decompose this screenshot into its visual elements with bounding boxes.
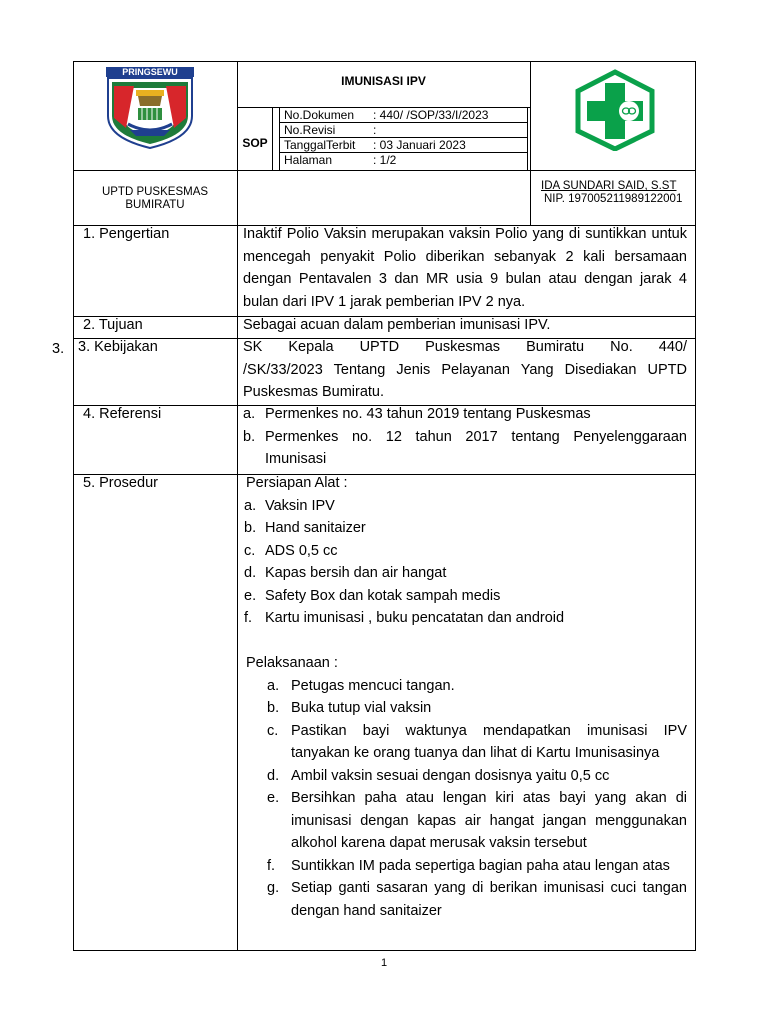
list-item-text: Permenkes no. 12 tahun 2017 tentang Penyelenggaraan Imunisasi bbox=[265, 428, 687, 467]
revision-value: : bbox=[373, 123, 377, 137]
signer-nip: NIP. 197005211989122001 bbox=[544, 193, 683, 205]
stray-list-marker: 3. bbox=[52, 341, 65, 357]
list-marker: d. bbox=[244, 565, 257, 581]
pringsewu-crest-icon bbox=[104, 66, 196, 150]
list-item-text: Bersihkan paha atau lengan kiri atas bayi yang akan di imunisasi dengan kapas air hangat jangan menggunakan alkohol karena dapat merusak vaksin tersebut bbox=[291, 790, 687, 851]
section-text-tujuan: Sebagai acuan dalam pemberian imunisasi IPV. bbox=[243, 317, 551, 333]
list-item bbox=[244, 585, 687, 608]
list-item-text: Suntikkan IM pada sepertiga bagian paha atau lengan atas bbox=[291, 857, 670, 874]
issue-date-value: : 03 Januari 2023 bbox=[373, 138, 466, 152]
section-text-kebijakan bbox=[243, 336, 687, 404]
list-item bbox=[243, 403, 687, 426]
pringsewu-logo bbox=[104, 66, 196, 150]
section-label-pengertian: 1. Pengertian bbox=[83, 226, 170, 242]
header-mid-line bbox=[73, 170, 696, 171]
org-name bbox=[73, 186, 237, 212]
kebijakan-line-3: Puskesmas Bumiratu. bbox=[243, 384, 385, 400]
page-value: : 1/2 bbox=[373, 153, 397, 167]
list-item-text: Vaksin IPV bbox=[265, 497, 335, 514]
document-title: IMUNISASI IPV bbox=[341, 74, 426, 88]
header-divider-right bbox=[530, 61, 531, 225]
list-marker: a. bbox=[244, 497, 257, 514]
list-item bbox=[267, 697, 687, 720]
issue-date-label: TanggalTerbit bbox=[284, 138, 356, 152]
org-name-line2: BUMIRATU bbox=[125, 199, 185, 211]
list-marker: e. bbox=[267, 790, 280, 806]
list-item-text: Petugas mencuci tangan. bbox=[291, 677, 455, 694]
section-label-referensi: 4. Referensi bbox=[83, 406, 162, 422]
body-column-divider bbox=[237, 225, 238, 950]
list-item bbox=[244, 495, 687, 518]
kebijakan-line-1: SK Kepala UPTD Puskesmas Bumiratu No. 440/ bbox=[243, 339, 687, 355]
list-marker: g. bbox=[267, 880, 280, 896]
list-item bbox=[267, 720, 687, 765]
page-label: Halaman bbox=[284, 153, 333, 167]
list-item-text: ADS 0,5 cc bbox=[265, 542, 338, 559]
list-item-text: Buka tutup vial vaksin bbox=[291, 700, 432, 716]
persiapan-title: Persiapan Alat : bbox=[246, 475, 348, 491]
list-marker: f. bbox=[244, 610, 253, 626]
list-item-text: Kapas bersih dan air hangat bbox=[265, 565, 447, 581]
revision-label: No.Revisi bbox=[284, 123, 336, 137]
referensi-list bbox=[243, 403, 687, 471]
org-name-line1: UPTD PUSKESMAS bbox=[101, 186, 209, 198]
list-marker: b. bbox=[243, 428, 256, 445]
section-label-kebijakan: 3. Kebijakan bbox=[78, 339, 158, 355]
list-item bbox=[267, 675, 687, 698]
list-marker: b. bbox=[267, 700, 280, 716]
list-item-text: Kartu imunisasi , buku pencatatan dan android bbox=[265, 610, 565, 626]
puskesmas-cross-icon bbox=[574, 69, 656, 151]
list-item bbox=[267, 877, 687, 922]
pelaksanaan-title: Pelaksanaan : bbox=[246, 655, 338, 671]
puskesmas-logo bbox=[574, 69, 656, 151]
sop-divider bbox=[272, 107, 273, 170]
list-item bbox=[244, 517, 687, 540]
list-item bbox=[244, 562, 687, 585]
doc-inner-border-right bbox=[527, 107, 528, 170]
page-number: 1 bbox=[380, 957, 388, 969]
sop-label: SOP bbox=[242, 136, 268, 150]
list-item bbox=[244, 607, 687, 630]
doc-number-value: : 440/ /SOP/33/I/2023 bbox=[373, 108, 489, 122]
prosedur-content bbox=[243, 472, 687, 922]
list-marker: b. bbox=[244, 520, 257, 536]
table-border-right bbox=[695, 61, 696, 950]
doc-inner-border-left bbox=[279, 107, 280, 170]
section-text-pengertian: Inaktif Polio Vaksin merupakan vaksin Polio yang di suntikkan untuk mencegah penyakit Polio diberikan sebanyak 2 kali bersamaan dengan Pentavalen 3 dan MR usia 9 bulan atau dengan jarak 4 bulan dari IPV 1 jarak pemberian IPV 2 nya. bbox=[243, 226, 687, 310]
signer-name: IDA SUNDARI SAID, S.ST bbox=[541, 180, 677, 192]
logo-text: PRINGSEWU bbox=[122, 67, 178, 77]
list-item-text: Setiap ganti sasaran yang di berikan imunisasi cuci tangan dengan hand sanitaizer bbox=[291, 880, 687, 919]
list-marker: c. bbox=[267, 722, 279, 739]
list-marker: a. bbox=[267, 677, 280, 694]
list-item bbox=[243, 426, 687, 471]
list-item bbox=[267, 787, 687, 855]
list-marker: f. bbox=[267, 857, 276, 874]
list-marker: d. bbox=[267, 767, 280, 784]
pelaksanaan-list bbox=[243, 675, 687, 923]
list-item-text: Permenkes no. 43 tahun 2019 tentang Puskesmas bbox=[265, 406, 591, 422]
list-item-text: Ambil vaksin sesuai dengan dosisnya yaitu 0,5 cc bbox=[291, 767, 610, 784]
list-item-text: Safety Box dan kotak sampah medis bbox=[265, 587, 501, 604]
list-item bbox=[244, 540, 687, 563]
persiapan-list bbox=[243, 495, 687, 630]
table-border-top bbox=[73, 61, 696, 62]
section-label-tujuan: 2. Tujuan bbox=[83, 317, 143, 333]
kebijakan-line-2: /SK/33/2023 Tentang Jenis Pelayanan Yang Disediakan UPTD bbox=[243, 361, 687, 378]
section-label-prosedur: 5. Prosedur bbox=[83, 475, 158, 491]
table-border-bottom bbox=[73, 950, 696, 951]
list-marker: a. bbox=[243, 406, 256, 422]
list-item-text: Hand sanitaizer bbox=[265, 520, 366, 536]
list-item bbox=[267, 855, 687, 878]
list-marker: c. bbox=[244, 542, 256, 559]
list-marker: e. bbox=[244, 587, 257, 604]
list-item-text: Pastikan bayi waktunya mendapatkan imunisasi IPV tanyakan ke orang tuanya dan lihat di Kartu Imunisasinya bbox=[291, 722, 687, 761]
list-item bbox=[267, 765, 687, 788]
doc-number-label: No.Dokumen bbox=[284, 108, 355, 122]
